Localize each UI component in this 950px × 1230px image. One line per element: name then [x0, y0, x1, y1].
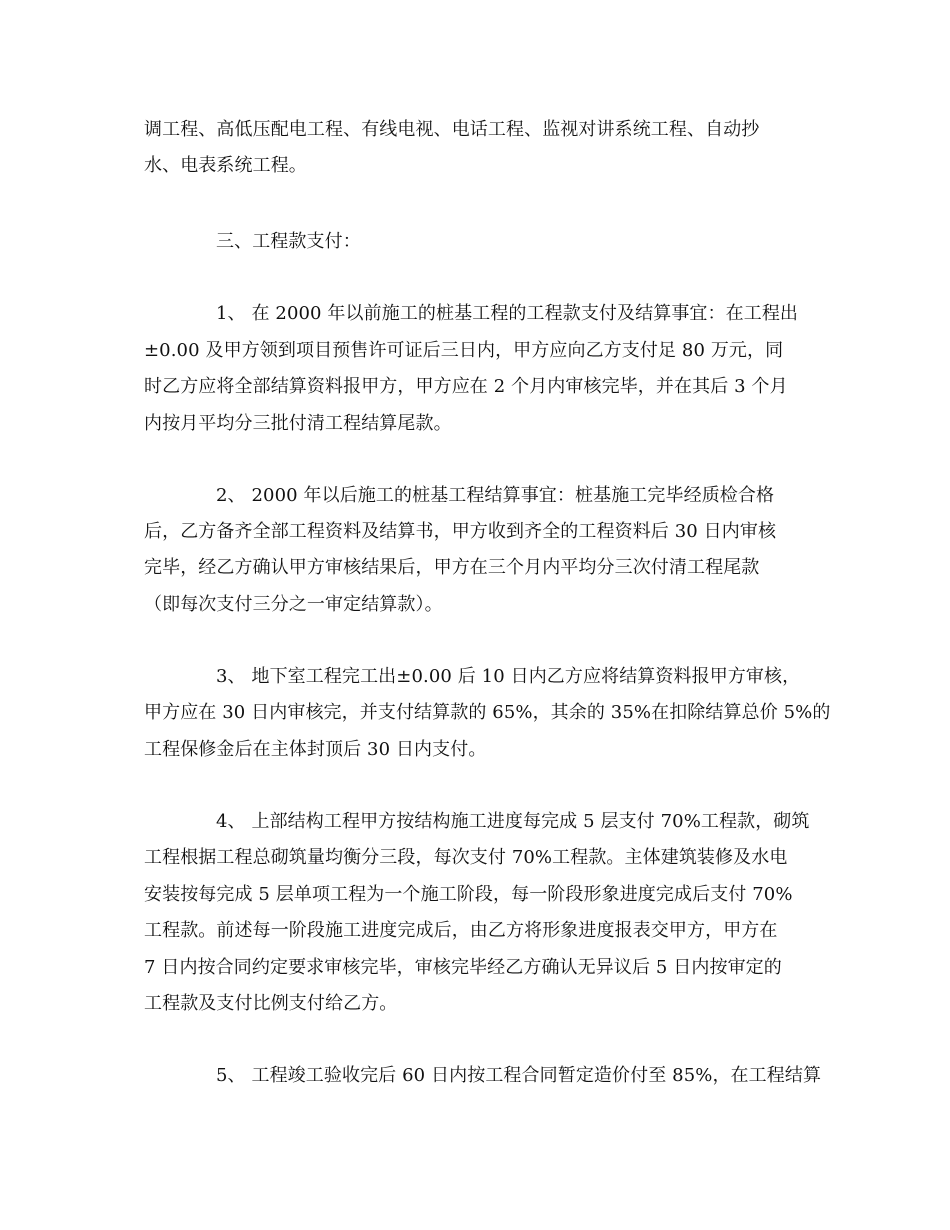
paragraph-4-line-6: 工程款及支付比例支付给乙方。 [144, 993, 398, 1014]
section-heading: 三、工程款支付： [216, 231, 361, 252]
paragraph-3-line-2: 甲方应在 30 日内审核完，并支付结算款的 65%，其余的 35%在扣除结算总价 5%的 [144, 702, 831, 723]
paragraph-2-line-1: 2、 2000 年以后施工的桩基工程结算事宜：桩基施工完毕经质检合格 [216, 485, 775, 506]
paragraph-4-line-4: 工程款。前述每一阶段施工进度完成后，由乙方将形象进度报表交甲方，甲方在 [144, 920, 778, 941]
paragraph-3-line-3: 工程保修金后在主体封顶后 30 日内支付。 [144, 739, 487, 760]
paragraph-4-line-5: 7 日内按合同约定要求审核完毕，审核完毕经乙方确认无异议后 5 日内按审定的 [144, 957, 782, 978]
paragraph-5-line-1: 5、 工程竣工验收完后 60 日内按工程合同暂定造价付至 85%，在工程结算 [216, 1065, 822, 1086]
text-line-2: 水、电表系统工程。 [144, 155, 307, 176]
paragraph-2-line-3: 完毕，经乙方确认甲方审核结果后，甲方在三个月内平均分三次付清工程尾款 [144, 557, 760, 578]
paragraph-3-line-1: 3、 地下室工程完工出±0.00 后 10 日内乙方应将结算资料报甲方审核， [216, 666, 801, 687]
paragraph-1-line-1: 1、 在 2000 年以前施工的桩基工程的工程款支付及结算事宜：在工程出 [216, 303, 799, 324]
paragraph-1-line-2: ±0.00 及甲方领到项目预售许可证后三日内，甲方应向乙方支付足 80 万元，同 [144, 340, 784, 361]
paragraph-4-line-3: 安装按每完成 5 层单项工程为一个施工阶段，每一阶段形象进度完成后支付 70% [144, 884, 793, 905]
paragraph-2-line-4: （即每次支付三分之一审定结算款）。 [144, 594, 443, 615]
paragraph-2-line-2: 后，乙方备齐全部工程资料及结算书，甲方收到齐全的工程资料后 30 日内审核 [144, 521, 777, 542]
paragraph-1-line-3: 时乙方应将全部结算资料报甲方，甲方应在 2 个月内审核完毕，并在其后 3 个月 [144, 376, 788, 397]
paragraph-4-line-1: 4、 上部结构工程甲方按结构施工进度每完成 5 层支付 70%工程款，砌筑 [216, 811, 810, 832]
paragraph-1-line-4: 内按月平均分三批付清工程结算尾款。 [144, 413, 452, 434]
text-line-1: 调工程、高低压配电工程、有线电视、电话工程、监视对讲系统工程、自动抄 [144, 119, 760, 140]
paragraph-4-line-2: 工程根据工程总砌筑量均衡分三段，每次支付 70%工程款。主体建筑装修及水电 [144, 847, 788, 868]
